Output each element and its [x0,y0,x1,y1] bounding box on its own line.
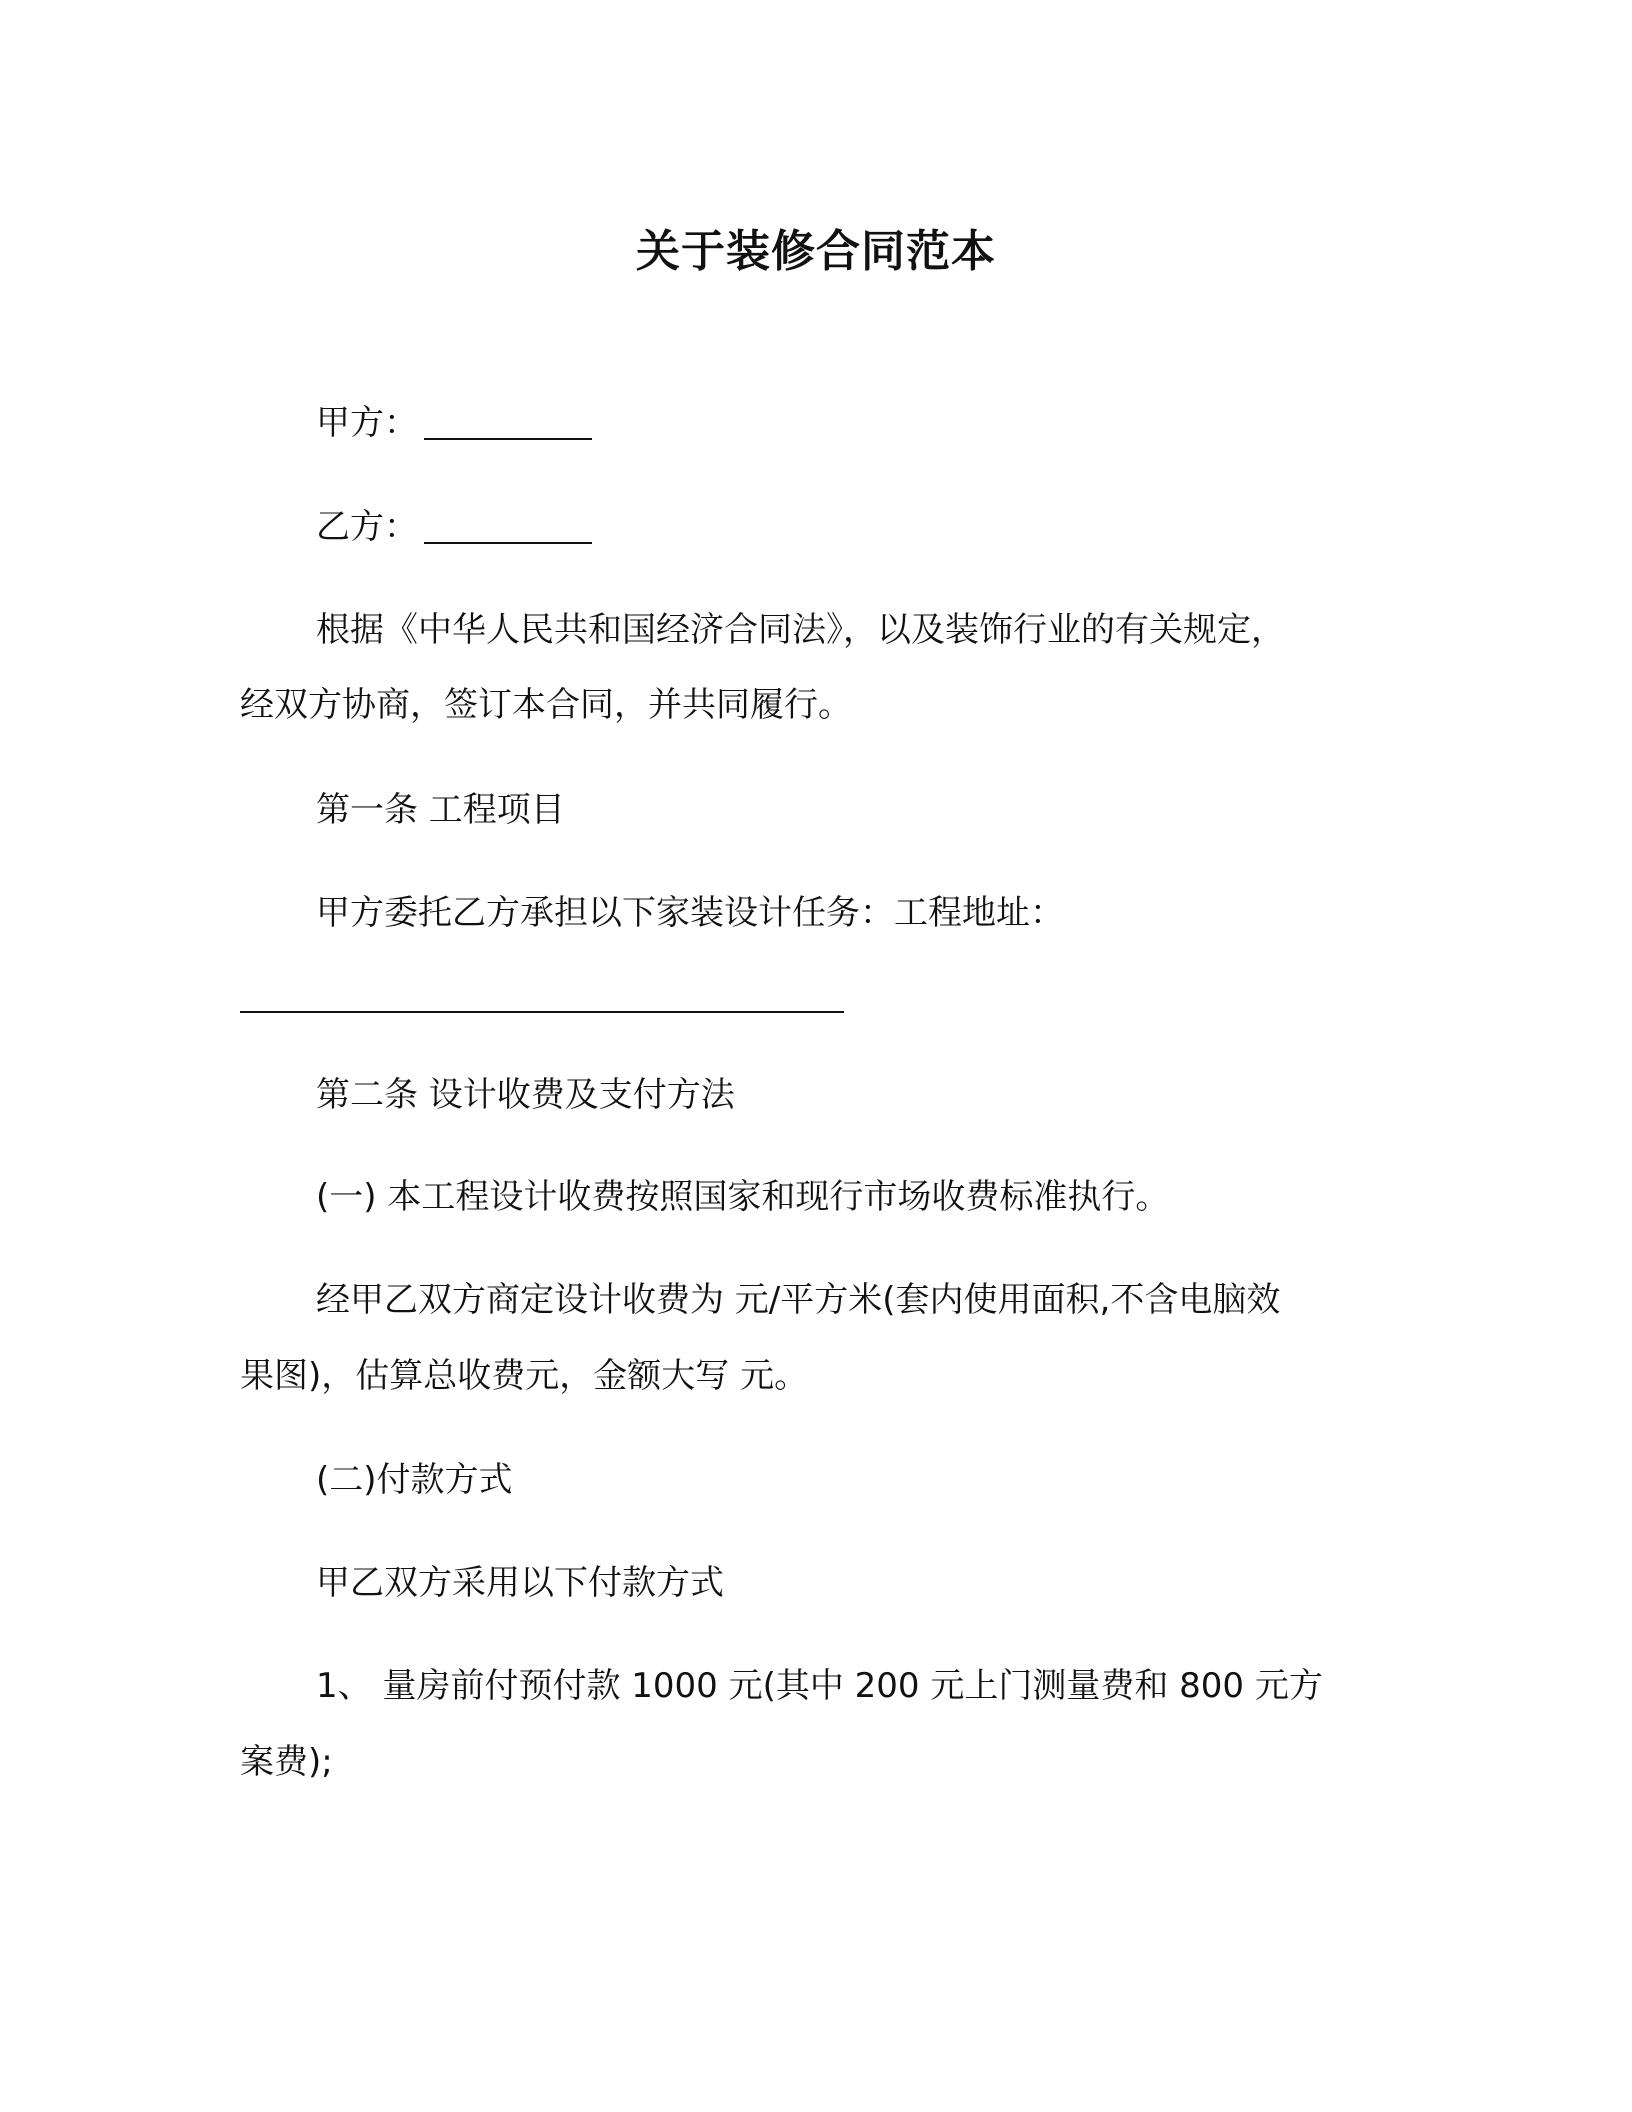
party-a-label: 甲方： [316,403,418,443]
party-b-label: 乙方： [316,507,418,547]
intro-paragraph-line-2: 经双方协商，签订本合同，并共同履行。 [240,685,852,725]
article-2-heading: 第二条 设计收费及支付方法 [316,1075,735,1115]
party-b-line [240,502,1468,552]
intro-paragraph-line-1: 根据《中华人民共和国经济合同法》，以及装饰行业的有关规定， [316,610,1285,650]
clause-1: (一) 本工程设计收费按照国家和现行市场收费标准执行。 [316,1177,1170,1217]
article-1-heading: 第一条 工程项目 [316,790,565,830]
payment-item-1-line-1: 1、 量房前付预付款 1000 元(其中 200 元上门测量费和 800 元方 [316,1666,1323,1706]
payment-item-1-line-2: 案费); [240,1742,333,1782]
fee-paragraph-line-1: 经甲乙双方商定设计收费为 元/平方米(套内使用面积,不含电脑效 [316,1280,1281,1320]
party-a-blank[interactable] [424,406,592,440]
project-address-blank[interactable] [240,1011,844,1013]
fee-paragraph-line-2: 果图)，估算总收费元，金额大写 元。 [240,1356,809,1396]
clause-2: (二)付款方式 [316,1460,513,1500]
payment-intro: 甲乙双方采用以下付款方式 [316,1563,724,1603]
party-b-blank[interactable] [424,510,592,544]
document-title: 关于装修合同范本 [636,226,996,277]
party-a-line [240,398,1468,448]
article-1-text: 甲方委托乙方承担以下家装设计任务：工程地址： [316,893,1064,933]
